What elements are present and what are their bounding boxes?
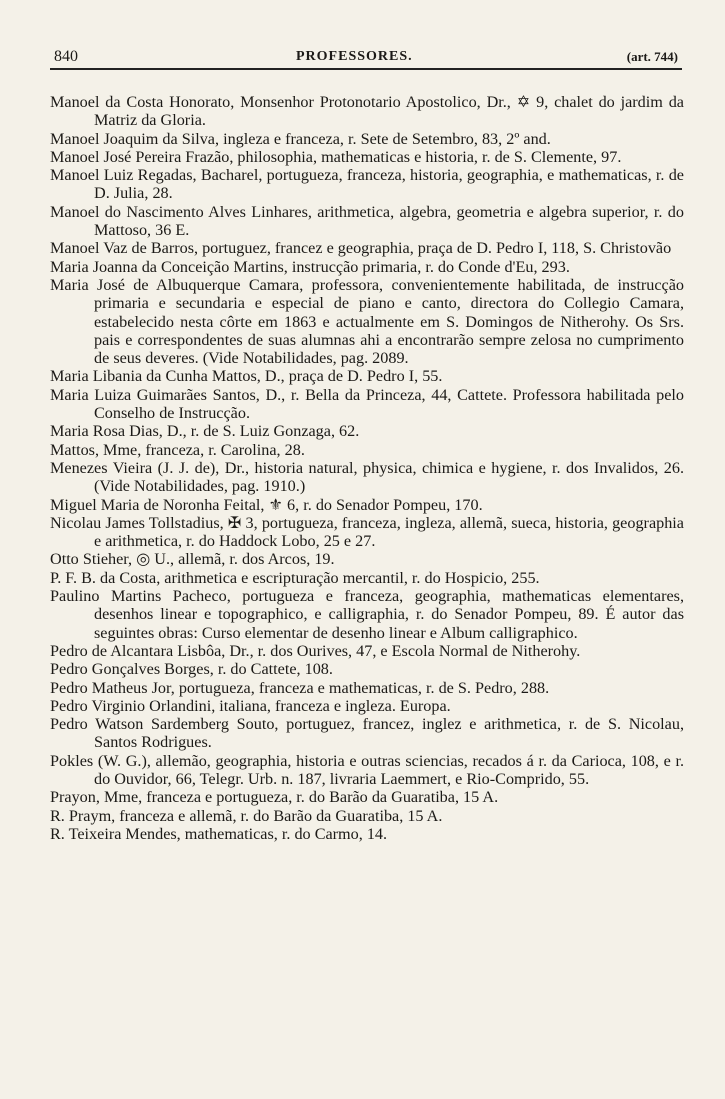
directory-entry: Pokles (W. G.), allemão, geographia, historia e outras sciencias, recados á r. da Carioca, 108, e r. do Ouvidor, 66, Telegr. Urb. n. 187, livraria Laemmert, e Rio-Comprido, 55.: [50, 751, 684, 788]
directory-entry: Pedro Watson Sardemberg Souto, portuguez, francez, inglez e arithmetica, r. de S. Nicolau, Santos Rodrigues.: [50, 715, 684, 752]
page-title: PROFESSORES.: [296, 49, 413, 64]
directory-entry: Manoel Joaquim da Silva, ingleza e franceza, r. Sete de Setembro, 83, 2º and.: [50, 129, 551, 148]
directory-entry: Manoel da Costa Honorato, Monsenhor Protonotario Apostolico, Dr., ✡ 9, chalet do jardim da Matriz da Gloria.: [50, 93, 684, 130]
directory-entry: Maria Joanna da Conceição Martins, instrucção primaria, r. do Conde d'Eu, 293.: [50, 257, 570, 276]
directory-entry: Mattos, Mme, franceza, r. Carolina, 28.: [50, 440, 305, 459]
directory-entry: Manoel Vaz de Barros, portuguez, francez e geographia, praça de D. Pedro I, 118, S. Christovão: [50, 239, 672, 258]
directory-entry: Maria Libania da Cunha Mattos, D., praça de D. Pedro I, 55.: [50, 367, 443, 386]
directory-entry: Prayon, Mme, franceza e portugueza, r. do Barão da Guaratiba, 15 A.: [50, 788, 499, 807]
page-header: [50, 48, 682, 70]
directory-entry: Pedro Matheus Jor, portugueza, franceza e mathematicas, r. de S. Pedro, 288.: [50, 678, 550, 697]
directory-entry: Otto Stieher, ◎ U., allemã, r. dos Arcos, 19.: [50, 550, 335, 569]
article-reference: (art. 744): [626, 49, 678, 64]
directory-entry: Pedro Gonçalves Borges, r. do Cattete, 108.: [50, 660, 333, 679]
directory-entry: Miguel Maria de Noronha Feital, ⚜ 6, r. do Senador Pompeu, 170.: [50, 495, 483, 514]
directory-entry: P. F. B. da Costa, arithmetica e escripturação mercantil, r. do Hospicio, 255.: [50, 568, 540, 587]
directory-entry: Manoel José Pereira Frazão, philosophia, mathematicas e historia, r. de S. Clemente, 97.: [50, 147, 622, 166]
directory-entry: R. Praym, franceza e allemã, r. do Barão da Guaratiba, 15 A.: [50, 806, 443, 825]
directory-entry: Paulino Martins Pacheco, portugueza e franceza, geographia, mathematicas elementares, desenhos linear e topographico, e calligraphia, r. do Senador Pompeu, 89. É autor das seguintes obras: Curso elementar de desenho linear e Album calligraphico.: [50, 587, 684, 642]
directory-entry: Manoel Luiz Regadas, Bacharel, portugueza, franceza, historia, geographia, e mathematicas, r. de D. Julia, 28.: [50, 166, 684, 203]
directory-entry: Manoel do Nascimento Alves Linhares, arithmetica, algebra, geometria e algebra superior, r. do Mattoso, 36 E.: [50, 202, 684, 240]
directory-entry: Pedro de Alcantara Lisbôa, Dr., r. dos Ourives, 47, e Escola Normal de Nitherohy.: [50, 641, 581, 660]
directory-entry: Maria Rosa Dias, D., r. de S. Luiz Gonzaga, 62.: [50, 422, 360, 441]
directory-entry: Pedro Virginio Orlandini, italiana, franceza e ingleza. Europa.: [50, 696, 451, 715]
directory-entry: Maria José de Albuquerque Camara, professora, convenientemente habilitada, de instrucção primaria e secundaria e especial de piano e canto, directora do Collegio Camara, estabelecido nesta côrte em 1863 e actualmente em S. Domingos de Nitherohy. Os Srs. pais e correspondentes de suas alumnas ahi a encontrarão sempre zelosa no cumprimento de seus deveres. (Vide Notabilidades, pag. 2089.: [50, 275, 684, 368]
page-number: 840: [54, 48, 78, 65]
directory-entry: Maria Luiza Guimarães Santos, D., r. Bella da Princeza, 44, Cattete. Professora habilitada pelo Conselho de Instrucção.: [50, 385, 684, 423]
directory-entry: R. Teixeira Mendes, mathematicas, r. do Carmo, 14.: [50, 824, 388, 843]
directory-entry: Menezes Vieira (J. J. de), Dr., historia natural, physica, chimica e hygiene, r. dos Invalidos, 26. (Vide Notabilidades, pag. 1910.): [50, 458, 684, 496]
directory-entry: Nicolau James Tollstadius, ✠ 3, portugueza, franceza, ingleza, allemã, sueca, historia, geographia e arithmetica, r. do Haddock Lobo, 25 e 27.: [50, 513, 684, 551]
directory-list: [50, 93, 684, 843]
